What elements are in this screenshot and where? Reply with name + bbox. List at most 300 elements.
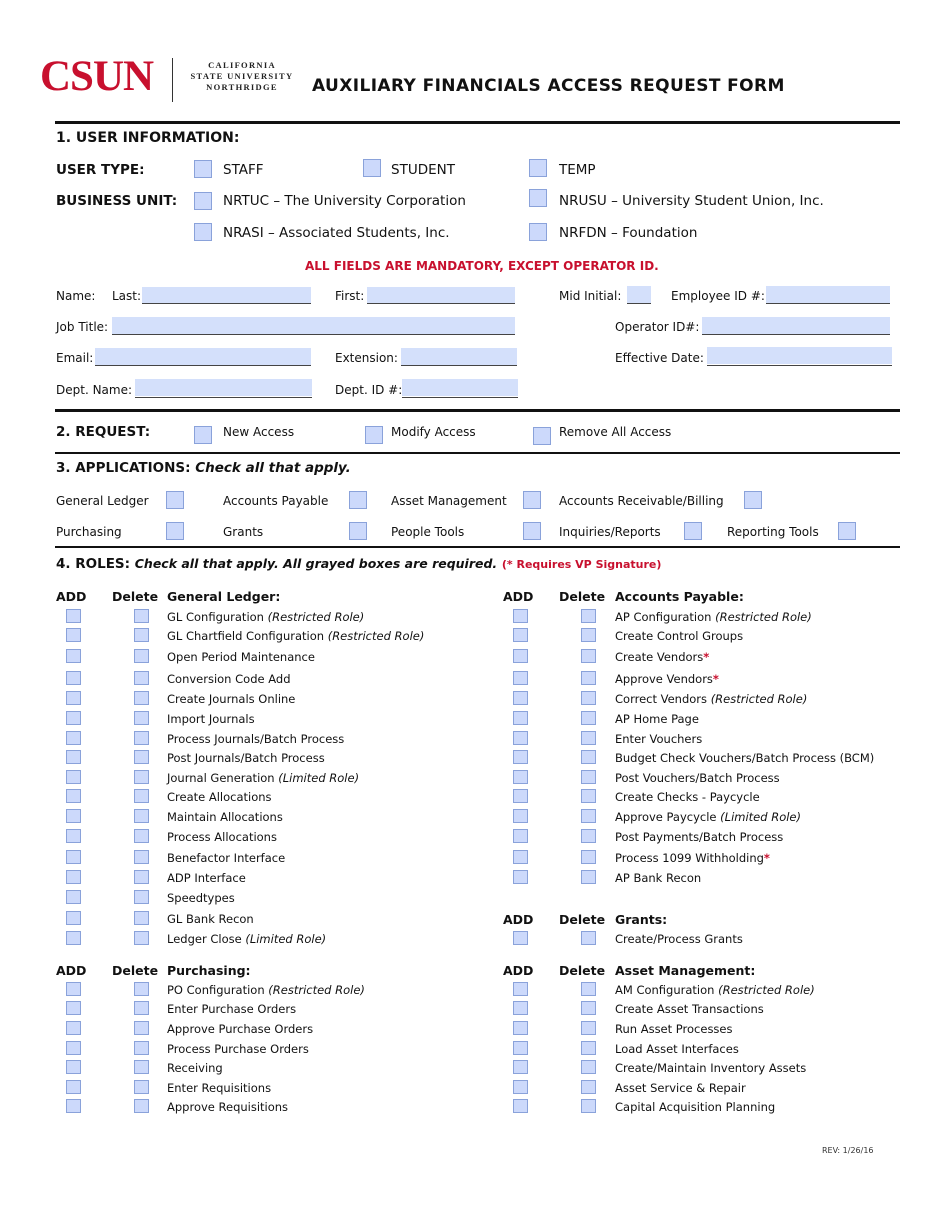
app-grants-label: Grants: [223, 525, 264, 539]
role-delete-checkbox[interactable]: [581, 770, 596, 784]
app-reporting-tools-label: Reporting Tools: [727, 525, 819, 539]
role-label: [615, 851, 770, 865]
role-add-checkbox[interactable]: [513, 870, 528, 884]
role-name: Process Purchase Orders: [167, 1042, 309, 1056]
role-delete-checkbox[interactable]: [134, 691, 149, 705]
first-name-underline: [367, 303, 515, 304]
dept-name-underline: [135, 397, 312, 398]
role-add-checkbox[interactable]: [513, 850, 528, 864]
role-delete-checkbox[interactable]: [134, 770, 149, 784]
role-name: Approve Paycycle: [615, 810, 717, 824]
role-name: Enter Vouchers: [615, 732, 703, 746]
employee-id-field[interactable]: [766, 286, 890, 303]
roles-title: 4. ROLES:: [56, 556, 131, 572]
role-add-checkbox[interactable]: [66, 731, 81, 745]
role-add-checkbox[interactable]: [513, 829, 528, 843]
role-add-checkbox[interactable]: [66, 982, 81, 996]
app-accounts-receivable-label: Accounts Receivable/Billing: [559, 494, 724, 508]
request-heading: 2. REQUEST:: [56, 424, 151, 440]
role-name: Enter Requisitions: [167, 1081, 272, 1095]
last-name-field[interactable]: [142, 287, 311, 304]
user-type-label: USER TYPE:: [56, 162, 145, 178]
role-name: Correct Vendors: [615, 692, 708, 706]
app-accounts-payable-label: Accounts Payable: [223, 494, 329, 508]
role-label: [615, 830, 783, 844]
ap-add-header: ADD: [503, 589, 534, 604]
staff-checkbox[interactable]: [194, 160, 212, 178]
role-add-checkbox[interactable]: [66, 770, 81, 784]
new-access-label: New Access: [223, 425, 295, 439]
temp-checkbox[interactable]: [529, 159, 547, 177]
employee-id-underline: [766, 303, 890, 304]
mid-initial-label: Mid Initial:: [559, 289, 622, 303]
role-delete-checkbox[interactable]: [581, 870, 596, 884]
role-name: AM Configuration: [615, 983, 715, 997]
role-add-checkbox[interactable]: [66, 711, 81, 725]
effective-date-underline: [707, 365, 892, 366]
role-delete-checkbox[interactable]: [134, 1099, 149, 1113]
last-name-underline: [142, 303, 311, 304]
effective-date-field[interactable]: [707, 347, 892, 364]
role-label: [167, 692, 295, 706]
role-delete-checkbox[interactable]: [134, 870, 149, 884]
role-label: [167, 1022, 313, 1036]
role-label: [615, 1022, 733, 1036]
role-name: AP Configuration: [615, 610, 712, 624]
role-label: [615, 771, 780, 785]
dept-name-label: Dept. Name:: [56, 383, 133, 397]
role-add-checkbox[interactable]: [66, 750, 81, 764]
role-delete-checkbox[interactable]: [581, 931, 596, 945]
role-name: AP Home Page: [615, 712, 699, 726]
role-label: [615, 672, 719, 686]
student-checkbox[interactable]: [363, 159, 381, 177]
role-delete-checkbox[interactable]: [134, 711, 149, 725]
role-name: Create Allocations: [167, 790, 272, 804]
role-add-checkbox[interactable]: [66, 789, 81, 803]
role-delete-checkbox[interactable]: [581, 982, 596, 996]
remove-access-checkbox[interactable]: [533, 427, 551, 445]
role-label: [167, 650, 315, 664]
role-label: [167, 672, 291, 686]
role-name: Speedtypes: [167, 891, 235, 905]
role-label: [615, 712, 699, 726]
role-add-checkbox[interactable]: [66, 1099, 81, 1113]
role-add-checkbox[interactable]: [513, 609, 528, 623]
grants-section-title: Grants:: [615, 912, 668, 927]
role-label: [167, 610, 364, 624]
role-add-checkbox[interactable]: [66, 649, 81, 663]
dept-id-label: Dept. ID #:: [335, 383, 403, 397]
email-underline: [95, 365, 311, 366]
role-name: Run Asset Processes: [615, 1022, 733, 1036]
role-name: Approve Purchase Orders: [167, 1022, 314, 1036]
app-inquiries-reports-checkbox[interactable]: [684, 522, 702, 540]
role-add-checkbox[interactable]: [66, 911, 81, 925]
section-divider: [55, 452, 900, 454]
applications-instruction: Check all that apply.: [195, 460, 351, 476]
role-add-checkbox[interactable]: [66, 931, 81, 945]
role-add-checkbox[interactable]: [66, 1080, 81, 1094]
po-delete-header: Delete: [112, 963, 159, 978]
section-divider: [55, 121, 900, 124]
role-label: [167, 830, 277, 844]
nrtuc-checkbox[interactable]: [194, 192, 212, 210]
dept-id-underline: [402, 397, 518, 398]
role-label: [167, 891, 235, 905]
restricted-role-note: (Restricted Role): [710, 692, 808, 706]
role-label: [615, 1042, 739, 1056]
limited-role-note: (Limited Role): [245, 932, 327, 946]
first-name-field[interactable]: [367, 287, 515, 304]
role-name: Create Asset Transactions: [615, 1002, 764, 1016]
limited-role-note: (Limited Role): [720, 810, 801, 824]
role-name: Process 1099 Withholding: [615, 851, 764, 865]
app-inquiries-reports-label: Inquiries/Reports: [559, 525, 661, 539]
role-add-checkbox[interactable]: [66, 1060, 81, 1074]
role-name: Create/Maintain Inventory Assets: [615, 1061, 807, 1075]
role-add-checkbox[interactable]: [513, 691, 528, 705]
applications-title: 3. APPLICATIONS:: [56, 460, 191, 476]
role-delete-checkbox[interactable]: [134, 931, 149, 945]
role-add-checkbox[interactable]: [66, 1001, 81, 1015]
role-label: [615, 732, 702, 746]
role-delete-checkbox[interactable]: [134, 850, 149, 864]
role-add-checkbox[interactable]: [513, 731, 528, 745]
role-delete-checkbox[interactable]: [134, 609, 149, 623]
role-add-checkbox[interactable]: [513, 750, 528, 764]
nrtuc-label: NRTUC – The University Corporation: [223, 193, 466, 209]
email-label: Email:: [56, 351, 94, 365]
app-asset-management-label: Asset Management: [391, 494, 507, 508]
role-delete-checkbox[interactable]: [581, 1041, 596, 1055]
csun-logo: CSUN: [40, 53, 154, 100]
modify-access-checkbox[interactable]: [365, 426, 383, 444]
role-name: Capital Acquisition Planning: [615, 1100, 776, 1114]
mandatory-note: ALL FIELDS ARE MANDATORY, EXCEPT OPERATOR ID.: [305, 259, 659, 273]
employee-id-label: Employee ID #:: [671, 289, 765, 303]
role-label: [167, 790, 272, 804]
role-name: Post Vouchers/Batch Process: [615, 771, 780, 785]
gl-delete-header: Delete: [112, 589, 159, 604]
ap-delete-header: Delete: [559, 589, 606, 604]
role-label: [615, 610, 812, 624]
grants-add-header: ADD: [503, 912, 534, 927]
app-reporting-tools-checkbox[interactable]: [838, 522, 856, 540]
po-section-title: Purchasing:: [167, 963, 251, 978]
role-add-checkbox[interactable]: [513, 1001, 528, 1015]
name-label: Name:: [56, 289, 96, 303]
role-name: Maintain Allocations: [167, 810, 283, 824]
role-name: Benefactor Interface: [167, 851, 286, 865]
role-delete-checkbox[interactable]: [581, 809, 596, 823]
role-name: Ledger Close: [167, 932, 242, 946]
role-delete-checkbox[interactable]: [581, 1080, 596, 1094]
role-label: [167, 771, 359, 785]
role-add-checkbox[interactable]: [66, 829, 81, 843]
role-delete-checkbox[interactable]: [134, 628, 149, 642]
staff-label: STAFF: [223, 162, 264, 178]
role-label: [167, 851, 285, 865]
role-add-checkbox[interactable]: [513, 931, 528, 945]
operator-id-underline: [702, 334, 890, 335]
role-delete-checkbox[interactable]: [581, 1021, 596, 1035]
role-name: Asset Service & Repair: [615, 1081, 746, 1095]
role-name: Create Checks - Paycycle: [615, 790, 760, 804]
role-delete-checkbox[interactable]: [134, 789, 149, 803]
role-add-checkbox[interactable]: [513, 1060, 528, 1074]
role-delete-checkbox[interactable]: [134, 731, 149, 745]
am-add-header: ADD: [503, 963, 534, 978]
restricted-role-note: (Restricted Role): [268, 983, 365, 997]
role-add-checkbox[interactable]: [513, 1099, 528, 1113]
role-delete-checkbox[interactable]: [581, 1060, 596, 1074]
role-label: [167, 912, 254, 926]
role-add-checkbox[interactable]: [66, 870, 81, 884]
role-add-checkbox[interactable]: [66, 890, 81, 904]
app-purchasing-label: Purchasing: [56, 525, 122, 539]
role-name: Post Payments/Batch Process: [615, 830, 784, 844]
job-title-label: Job Title:: [56, 320, 109, 334]
logo-divider: [172, 58, 173, 102]
revision-note: REV: 1/26/16: [822, 1146, 874, 1155]
app-asset-management-checkbox[interactable]: [523, 491, 541, 509]
app-general-ledger-checkbox[interactable]: [166, 491, 184, 509]
role-name: GL Configuration: [167, 610, 264, 624]
role-name: Enter Purchase Orders: [167, 1002, 297, 1016]
user-info-heading: 1. USER INFORMATION:: [56, 130, 240, 146]
role-delete-checkbox[interactable]: [581, 628, 596, 642]
po-add-header: ADD: [56, 963, 87, 978]
role-delete-checkbox[interactable]: [134, 1001, 149, 1015]
role-add-checkbox[interactable]: [66, 609, 81, 623]
role-add-checkbox[interactable]: [513, 809, 528, 823]
role-name: Load Asset Interfaces: [615, 1042, 739, 1056]
role-name: Post Journals/Batch Process: [167, 751, 325, 765]
app-people-tools-checkbox[interactable]: [523, 522, 541, 540]
role-label: [167, 1042, 309, 1056]
role-delete-checkbox[interactable]: [134, 671, 149, 685]
role-label: [167, 932, 326, 946]
role-label: [167, 1061, 223, 1075]
role-delete-checkbox[interactable]: [581, 789, 596, 803]
restricted-role-note: (Restricted Role): [267, 610, 365, 624]
role-name: Receiving: [167, 1061, 223, 1075]
effective-date-label: Effective Date:: [615, 351, 704, 365]
am-delete-header: Delete: [559, 963, 606, 978]
nrusu-label: NRUSU – University Student Union, Inc.: [559, 193, 824, 209]
limited-role-note: (Limited Role): [278, 771, 360, 785]
role-add-checkbox[interactable]: [513, 770, 528, 784]
role-label: [167, 732, 344, 746]
role-name: PO Configuration: [167, 983, 265, 997]
role-name: Create/Process Grants: [615, 932, 743, 946]
role-name: ADP Interface: [167, 871, 246, 885]
mid-initial-underline: [627, 303, 651, 304]
role-add-checkbox[interactable]: [66, 628, 81, 642]
role-delete-checkbox[interactable]: [134, 829, 149, 843]
role-name: Process Allocations: [167, 830, 277, 844]
role-label: [167, 871, 246, 885]
section-divider: [55, 546, 900, 548]
role-label: [167, 983, 365, 997]
role-delete-checkbox[interactable]: [134, 911, 149, 925]
role-delete-checkbox[interactable]: [581, 691, 596, 705]
role-name: Create Control Groups: [615, 629, 744, 643]
role-name: Process Journals/Batch Process: [167, 732, 345, 746]
first-label: First:: [335, 289, 365, 303]
role-add-checkbox[interactable]: [513, 1021, 528, 1035]
logo-line-3: NORTHRIDGE: [206, 82, 278, 92]
role-delete-checkbox[interactable]: [581, 829, 596, 843]
applications-heading: [56, 460, 351, 476]
role-label: [167, 810, 283, 824]
role-label: [167, 1081, 271, 1095]
operator-id-field[interactable]: [702, 317, 890, 334]
mid-initial-field[interactable]: [627, 286, 651, 303]
role-delete-checkbox[interactable]: [581, 609, 596, 623]
role-delete-checkbox[interactable]: [581, 850, 596, 864]
role-name: Budget Check Vouchers/Batch Process (BCM): [615, 751, 875, 765]
role-delete-checkbox[interactable]: [134, 1021, 149, 1035]
role-delete-checkbox[interactable]: [134, 890, 149, 904]
role-label: [615, 1100, 775, 1114]
role-delete-checkbox[interactable]: [134, 809, 149, 823]
role-delete-checkbox[interactable]: [134, 1041, 149, 1055]
role-delete-checkbox[interactable]: [581, 1099, 596, 1113]
app-accounts-payable-checkbox[interactable]: [349, 491, 367, 509]
role-add-checkbox[interactable]: [513, 982, 528, 996]
role-label: [167, 629, 424, 643]
role-delete-checkbox[interactable]: [581, 649, 596, 663]
role-label: [615, 1061, 806, 1075]
operator-id-label: Operator ID#:: [615, 320, 700, 334]
role-label: [615, 1002, 764, 1016]
nrfdn-label: NRFDN – Foundation: [559, 225, 698, 241]
role-delete-checkbox[interactable]: [134, 982, 149, 996]
email-field[interactable]: [95, 348, 311, 365]
gl-add-header: ADD: [56, 589, 87, 604]
nrasi-checkbox[interactable]: [194, 223, 212, 241]
role-add-checkbox[interactable]: [66, 850, 81, 864]
student-label: STUDENT: [391, 162, 455, 178]
role-name: Approve Vendors: [615, 672, 713, 686]
role-name: Create Vendors: [615, 650, 704, 664]
dept-name-field[interactable]: [135, 379, 312, 396]
vp-required-marker: *: [763, 851, 770, 865]
section-divider: [55, 409, 900, 412]
role-delete-checkbox[interactable]: [581, 1001, 596, 1015]
role-label: [615, 650, 709, 664]
nrasi-label: NRASI – Associated Students, Inc.: [223, 225, 450, 241]
role-delete-checkbox[interactable]: [581, 671, 596, 685]
role-delete-checkbox[interactable]: [581, 731, 596, 745]
vp-required-marker: *: [703, 650, 710, 664]
role-add-checkbox[interactable]: [66, 809, 81, 823]
role-label: [167, 751, 325, 765]
role-label: [615, 1081, 746, 1095]
role-label: [615, 629, 743, 643]
role-delete-checkbox[interactable]: [134, 750, 149, 764]
role-label: [167, 1100, 288, 1114]
app-general-ledger-label: General Ledger: [56, 494, 149, 508]
role-delete-checkbox[interactable]: [134, 1080, 149, 1094]
role-add-checkbox[interactable]: [513, 789, 528, 803]
role-label: [615, 871, 701, 885]
role-name: Journal Generation: [167, 771, 275, 785]
app-purchasing-checkbox[interactable]: [166, 522, 184, 540]
extension-field[interactable]: [401, 348, 517, 365]
role-name: GL Bank Recon: [167, 912, 254, 926]
modify-access-label: Modify Access: [391, 425, 476, 439]
role-label: [167, 1002, 296, 1016]
role-delete-checkbox[interactable]: [134, 649, 149, 663]
dept-id-field[interactable]: [402, 379, 518, 396]
last-label: Last:: [112, 289, 142, 303]
roles-heading: [56, 556, 661, 572]
role-label: [615, 790, 760, 804]
restricted-role-note: (Restricted Role): [718, 983, 815, 997]
role-label: [167, 712, 255, 726]
role-add-checkbox[interactable]: [66, 1041, 81, 1055]
remove-access-label: Remove All Access: [559, 425, 672, 439]
role-name: Conversion Code Add: [167, 672, 291, 686]
role-name: AP Bank Recon: [615, 871, 702, 885]
role-add-checkbox[interactable]: [66, 691, 81, 705]
restricted-role-note: (Restricted Role): [327, 629, 425, 643]
app-accounts-receivable-checkbox[interactable]: [744, 491, 762, 509]
logo-line-1: CALIFORNIA: [208, 60, 276, 70]
role-name: Import Journals: [167, 712, 255, 726]
role-add-checkbox[interactable]: [513, 649, 528, 663]
role-add-checkbox[interactable]: [66, 671, 81, 685]
role-add-checkbox[interactable]: [513, 711, 528, 725]
ap-section-title: Accounts Payable:: [615, 589, 744, 604]
am-section-title: Asset Management:: [615, 963, 756, 978]
role-add-checkbox[interactable]: [513, 1041, 528, 1055]
app-grants-checkbox[interactable]: [349, 522, 367, 540]
logo-subtitle: [182, 60, 302, 93]
grants-delete-header: Delete: [559, 912, 606, 927]
role-label: [615, 932, 743, 946]
temp-label: TEMP: [559, 162, 596, 178]
role-name: Create Journals Online: [167, 692, 296, 706]
restricted-role-note: (Restricted Role): [715, 610, 812, 624]
role-delete-checkbox[interactable]: [581, 750, 596, 764]
role-add-checkbox[interactable]: [66, 1021, 81, 1035]
role-name: Open Period Maintenance: [167, 650, 315, 664]
nrfdn-checkbox[interactable]: [529, 223, 547, 241]
job-title-underline: [112, 334, 515, 335]
role-label: [615, 983, 815, 997]
nrusu-checkbox[interactable]: [529, 189, 547, 207]
roles-instruction: Check all that apply. All grayed boxes are required.: [134, 556, 498, 571]
extension-label: Extension:: [335, 351, 398, 365]
logo-line-2: STATE UNIVERSITY: [190, 71, 294, 81]
job-title-field[interactable]: [112, 317, 515, 334]
role-delete-checkbox[interactable]: [134, 1060, 149, 1074]
role-add-checkbox[interactable]: [513, 1080, 528, 1094]
new-access-checkbox[interactable]: [194, 426, 212, 444]
role-delete-checkbox[interactable]: [581, 711, 596, 725]
role-name: GL Chartfield Configuration: [167, 629, 325, 643]
role-add-checkbox[interactable]: [513, 671, 528, 685]
role-label: [615, 751, 874, 765]
role-add-checkbox[interactable]: [513, 628, 528, 642]
vp-required-marker: *: [712, 672, 719, 686]
vp-note: (* Requires VP Signature): [501, 558, 662, 571]
business-unit-label: BUSINESS UNIT:: [56, 193, 178, 209]
